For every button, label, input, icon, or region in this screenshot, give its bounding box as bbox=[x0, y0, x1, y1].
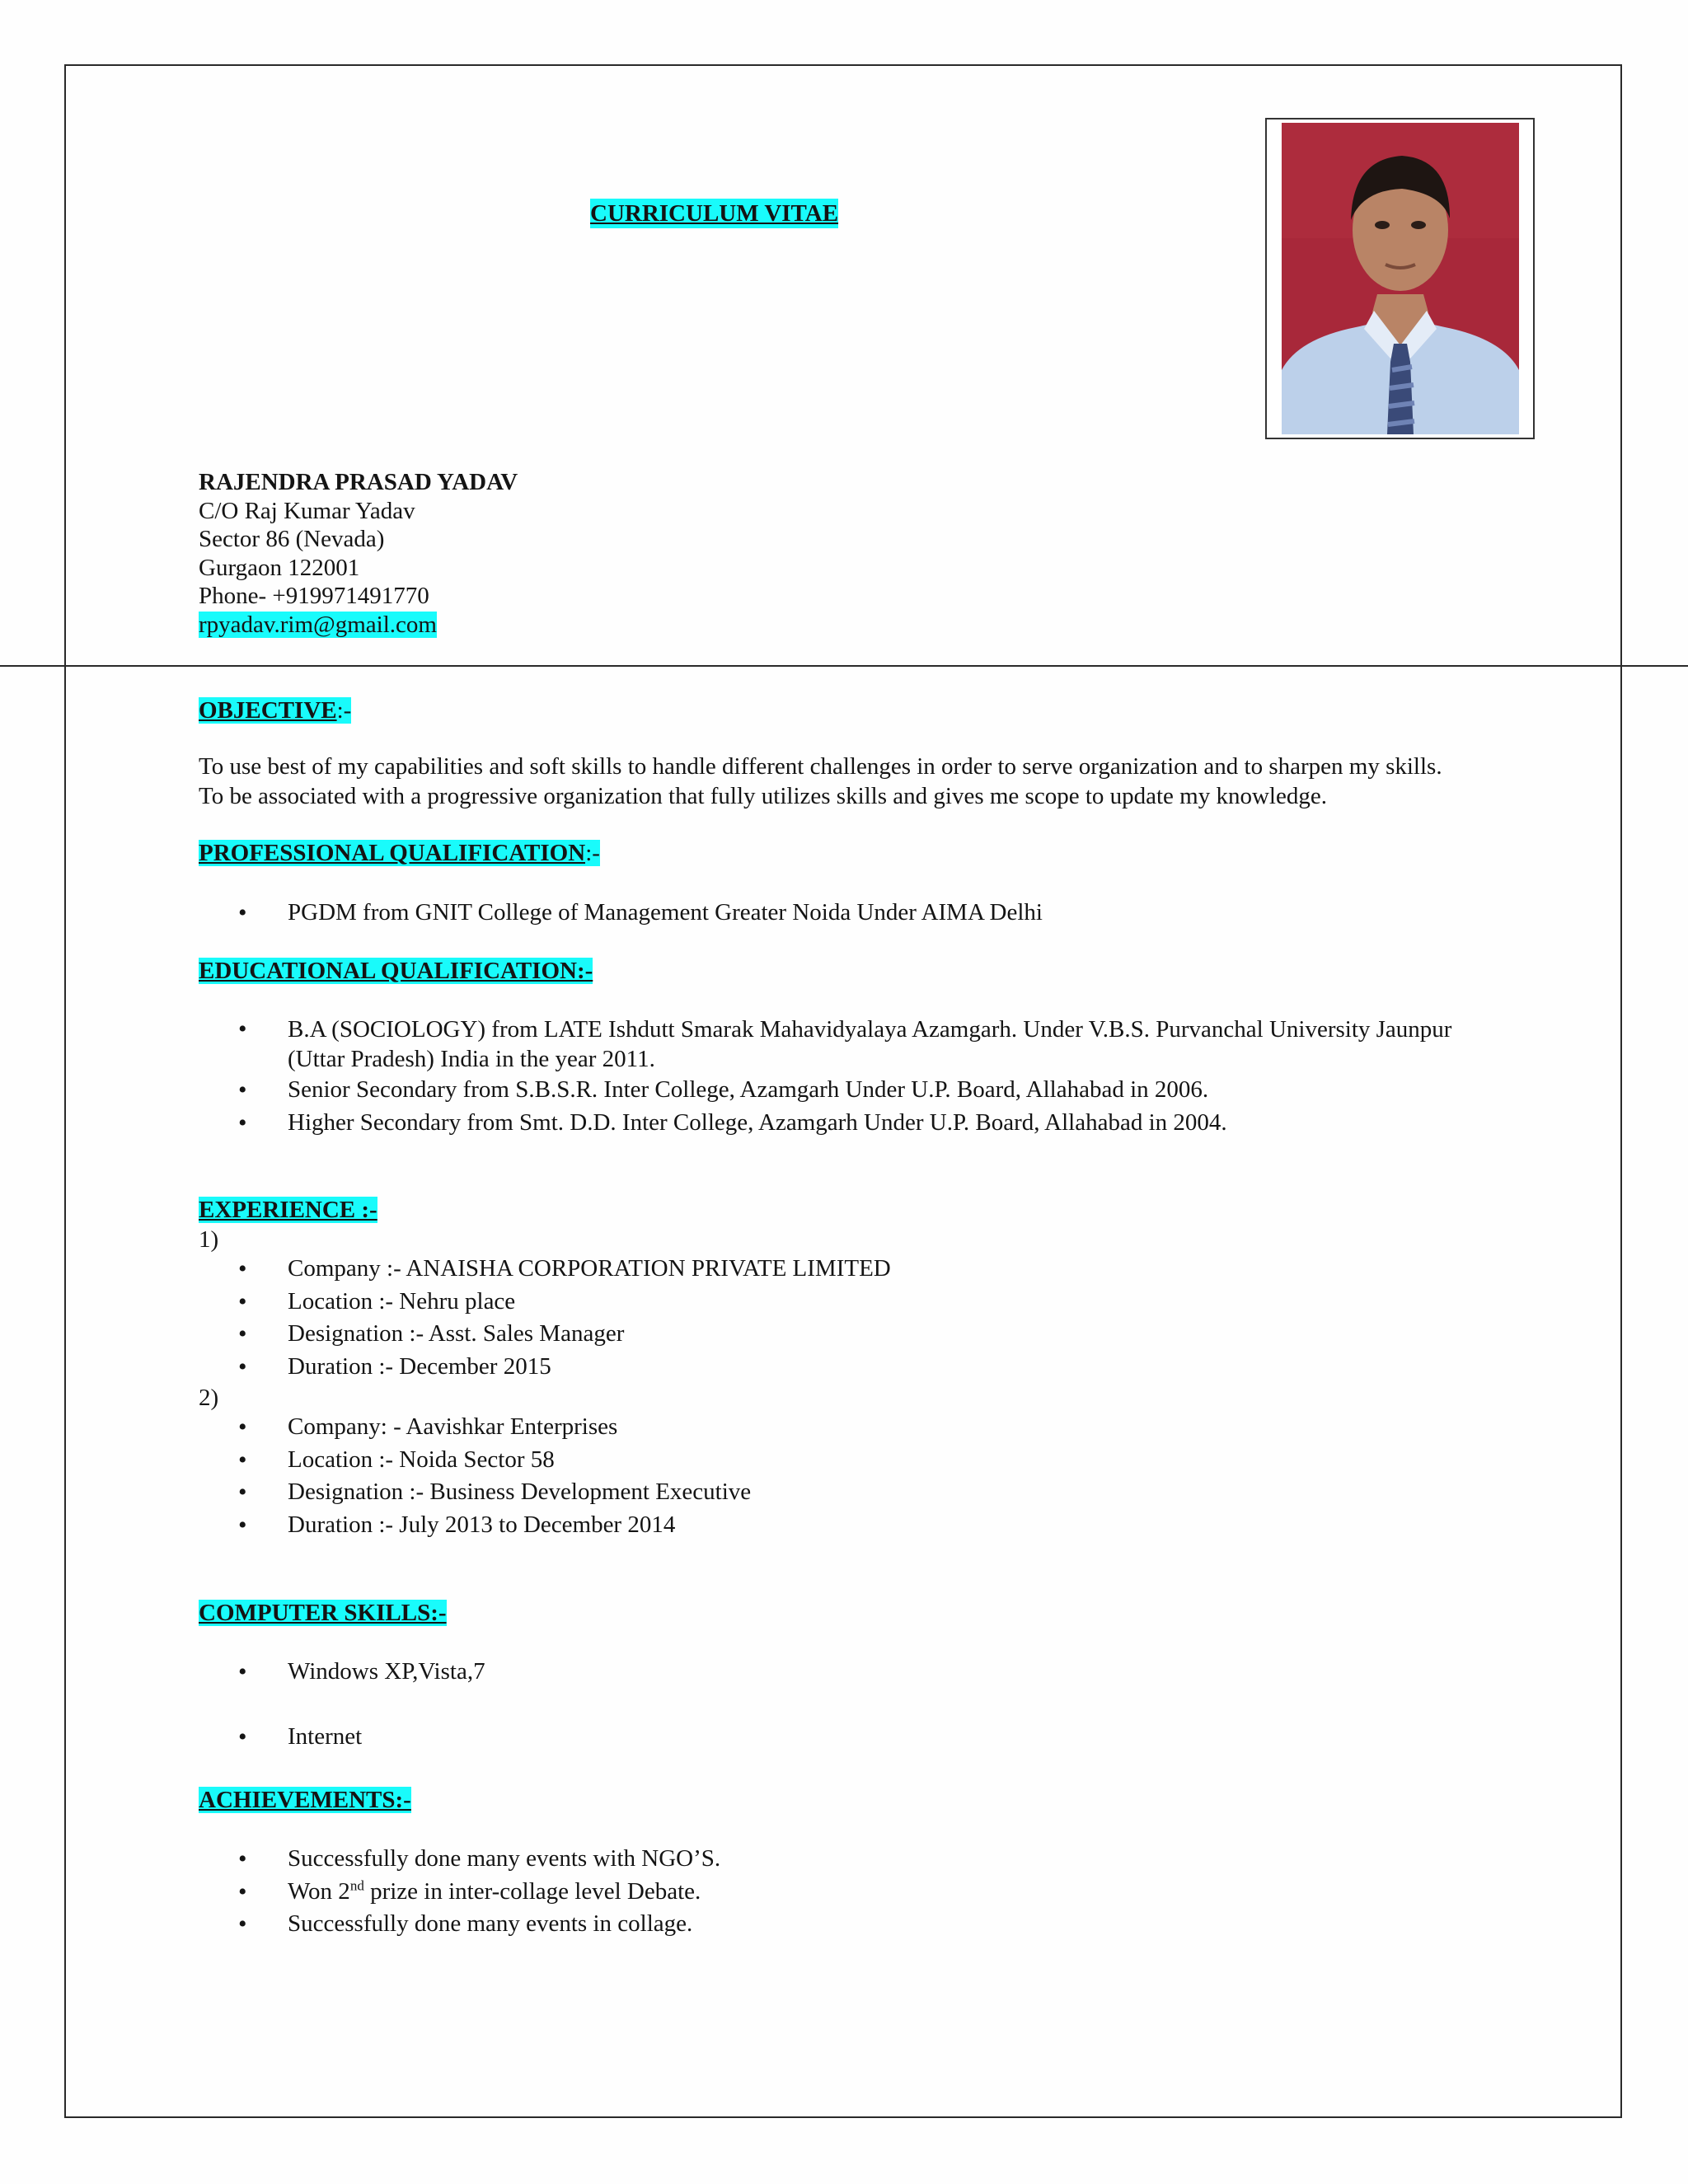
document-title: CURRICULUM VITAE bbox=[590, 200, 839, 227]
list-item: • Duration :- December 2015 bbox=[199, 1351, 891, 1384]
achievements-heading-text: ACHIEVEMENTS:- bbox=[199, 1787, 411, 1813]
experience-heading bbox=[199, 1195, 377, 1225]
objective-heading bbox=[199, 696, 351, 725]
profile-photo-frame bbox=[1265, 118, 1535, 439]
care-of-line: C/O Raj Kumar Yadav bbox=[199, 497, 415, 524]
experience-heading-text: EXPERIENCE :- bbox=[199, 1197, 377, 1223]
sector-line: Sector 86 (Nevada) bbox=[199, 526, 385, 552]
objective-heading-suffix: :- bbox=[336, 697, 352, 724]
professional-heading bbox=[199, 838, 600, 868]
list-item: • Duration :- July 2013 to December 2014 bbox=[199, 1509, 751, 1542]
job-1-list bbox=[199, 1253, 891, 1383]
phone-line: Phone- +919971491770 bbox=[199, 583, 429, 609]
computer-heading bbox=[199, 1598, 447, 1628]
educational-heading-text: EDUCATIONAL QUALIFICATION:- bbox=[199, 958, 593, 984]
computer-heading-text: COMPUTER SKILLS:- bbox=[199, 1600, 447, 1626]
list-item: • Designation :- Business Development Executive bbox=[199, 1476, 751, 1509]
list-item: • Location :- Nehru place bbox=[199, 1286, 891, 1319]
list-item: • Location :- Noida Sector 58 bbox=[199, 1444, 751, 1477]
list-item: • Higher Secondary from Smt. D.D. Inter College, Azamgarh Under U.P. Board, Allahabad in 2004. bbox=[199, 1107, 1484, 1140]
computer-list bbox=[199, 1656, 485, 1753]
candidate-name: RAJENDRA PRASAD YADAV bbox=[199, 469, 518, 495]
list-item: • Successfully done many events in collage. bbox=[199, 1908, 720, 1941]
achievement-text-pre: Won 2 bbox=[288, 1877, 350, 1905]
list-item: • Designation :- Asst. Sales Manager bbox=[199, 1318, 891, 1351]
objective-text: To use best of my capabilities and soft skills to handle different challenges in order to serve organization and to sharpen my skills. To be associated with a progressive organization that fully utilizes skills and gives me scope to update my knowledge. bbox=[199, 753, 1442, 809]
job-number-1: 1) bbox=[199, 1226, 219, 1253]
list-item: • Company: - Aavishkar Enterprises bbox=[199, 1411, 751, 1444]
list-item: • Windows XP,Vista,7 bbox=[199, 1656, 485, 1689]
profile-photo bbox=[1282, 123, 1519, 434]
achievement-superscript: nd bbox=[349, 1877, 364, 1893]
achievements-list bbox=[199, 1843, 720, 1941]
list-item: • B.A (SOCIOLOGY) from LATE Ishdutt Smarak Mahavidyalaya Azamgarh. Under V.B.S. Purvanchal University Jaunpur (Uttar Pradesh) India in the year 2011. bbox=[199, 1015, 1484, 1074]
header-divider bbox=[0, 665, 1688, 667]
educational-list bbox=[199, 1015, 1484, 1139]
list-item: • PGDM from GNIT College of Management Greater Noida Under AIMA Delhi bbox=[199, 897, 1043, 930]
list-item: • Company :- ANAISHA CORPORATION PRIVATE LIMITED bbox=[199, 1253, 891, 1286]
professional-heading-text: PROFESSIONAL QUALIFICATION bbox=[199, 840, 586, 866]
email-link[interactable]: rpyadav.rim@gmail.com bbox=[199, 611, 437, 638]
contact-block bbox=[199, 468, 518, 639]
educational-heading bbox=[199, 956, 593, 986]
professional-heading-suffix: :- bbox=[585, 840, 600, 866]
professional-list bbox=[199, 897, 1043, 930]
list-item bbox=[199, 1876, 720, 1909]
objective-heading-text: OBJECTIVE bbox=[199, 697, 337, 724]
achievement-text-post: prize in inter-collage level Debate. bbox=[363, 1877, 701, 1905]
achievements-heading bbox=[199, 1785, 411, 1815]
list-item: • Successfully done many events with NGO’S. bbox=[199, 1843, 720, 1876]
list-item: • Senior Secondary from S.B.S.R. Inter College, Azamgarh Under U.P. Board, Allahabad in 2006. bbox=[199, 1074, 1484, 1107]
list-item: • Internet bbox=[199, 1721, 485, 1754]
city-line: Gurgaon 122001 bbox=[199, 554, 360, 581]
job-2-list bbox=[199, 1411, 751, 1541]
job-number-2: 2) bbox=[199, 1385, 219, 1411]
